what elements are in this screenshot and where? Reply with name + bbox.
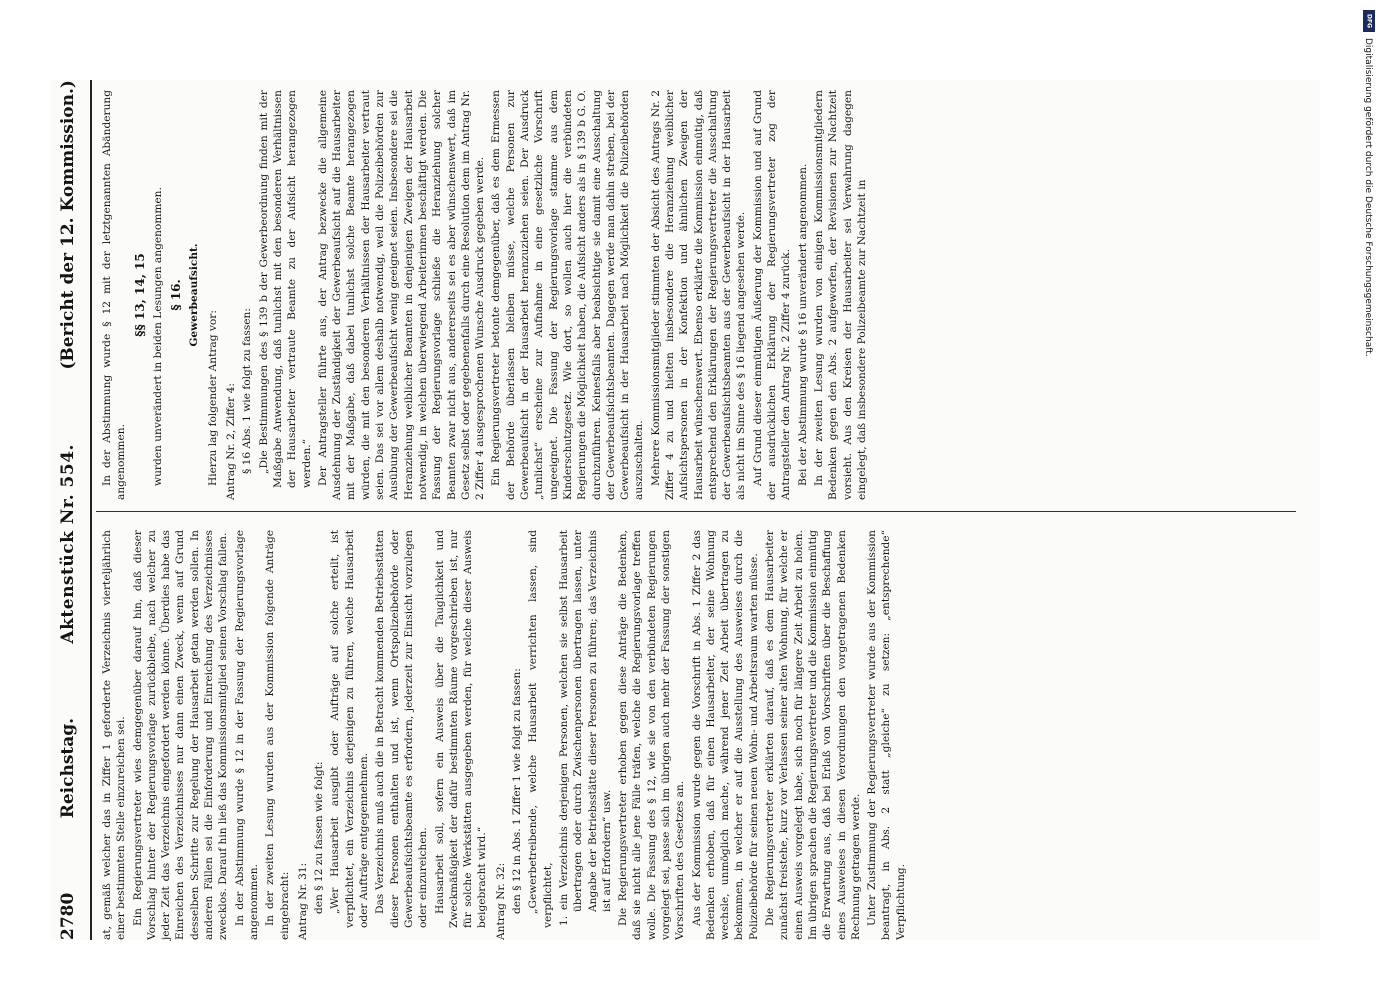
paragraph: „Gewerbetreibende, welche Hausarbeit verrichten lassen, sind verpflichtet, [527, 530, 554, 928]
paragraph: den § 12 zu fassen wie folgt: [313, 761, 326, 914]
paragraph: at, gemäß welcher das in Ziffer 1 geforderte Verzeichnis vierteljährlich einer bestimmten Stelle einzureichen sei. [101, 530, 128, 940]
paragraph: Aus der Kommission wurde gegen die Vorschrift in Abs. 1 Ziffer 2 das Bedenken erhoben, daß für einen Hausarbeiter, der seine Wohnung wechsle, unmöglich mache, während jener Zeit Arbeit übertragen zu bekommen, in welcher er auf die Ausstellung des Ausweises durch die Polizeibehörde für seinen neuen Wohn- und Arbeitsraum warten müsse. [690, 530, 760, 940]
paragraph: Der Antragsteller führte aus, der Antrag bezwecke die allgemeine Ausdehnung der Zuständigkeit der Gewerbeaufsicht auf die Hausarbeiter mit der Maßgabe, daß dabei tunlichst solche Beamte herangezogen würden, die mit den besonderen Verhältnissen der Hausarbeiter vertraut seien. Das sei vor allem deshalb notwendig, weil die Polizeibehörden zur Ausübung der Gewerbeaufsicht wenig geeignet seien. Insbesondere sei die Heranziehung weiblicher Beamten in denjenigen Zweigen der Hausarbeit notwendig, in welchen überwiegend Arbeiterinnen beschäftigt werden. Die Fassung der Regierungsvorlage schließe die Heranziehung solcher Beamten zwar nicht aus, andererseits sei es aber wünschenswert, daß im Gesetz selbst oder gegebenenfalls durch eine Resolution dem im Antrag Nr. 2 Ziffer 4 ausgesprochenen Wunsche Ausdruck gegeben werde. [316, 90, 487, 500]
paragraph: § 16 Abs. 1 wie folgt zu fassen: [241, 308, 254, 474]
paragraph: Ein Regierungsvertreter betonte demgegenüber, daß es dem Ermessen der Behörde überlassen bleiben müsse, welche Personen zur Gewerbeaufsicht in der Hausarbeit heranzuziehen seien. Der Ausdruck „tunlichst“ erscheine zur Aufnahme in eine gesetzliche Vorschrift ungeeignet. Die Fassung der Regierungsvorlage stamme aus dem Kinderschutzgesetz. Wie dort, so wollen auch hier die verbündeten Regierungen die Möglichkeit haben, die Aufsicht anders als in § 139 b G. O. durchzuführen. Keinesfalls aber beabsichtige sie damit eine Ausschaltung der Gewerbeaufsichtsbeamten. Dagegen werde man dahin streben, bei der Gewerbeaufsicht in der Hausarbeit nach Möglichkeit die Polizeibehörden auszuschalten. [490, 90, 646, 500]
paragraph: In der zweiten Lesung wurden aus der Kommission folgende Anträge eingebracht: [264, 530, 291, 940]
right-column [100, 90, 871, 500]
credit-text: Digitalisierung gefördert durch die Deutsche Forschungsgemeinschaft. [1363, 38, 1373, 357]
paragraph: Bei der Abstimmung wurde § 16 unverändert angenommen. [796, 163, 809, 486]
credit-text-wrapper [1360, 8, 1376, 618]
paragraph: den § 12 in Abs. 1 Ziffer 1 wie folgt zu fassen: [511, 668, 524, 914]
paragraph: Gewerbeaufsicht. [188, 243, 201, 347]
paragraph: In der zweiten Lesung wurden von einigen Kommissionsmitgliedern Bedenken gegen den Abs. 2 aufgeworfen, der Revisionen zur Nachtzeit vorsieht. Aus den Kreisen der Hausarbeiter sei Verwahrung dagegen eingelegt, daß insbesondere Polizeibeamte zur Nachtzeit in [812, 90, 868, 500]
paragraph: In der Abstimmung wurde § 12 in der Fassung der Regierungsvorlage angenommen. [233, 530, 260, 940]
paragraph: Hausarbeit soll, sofern ein Ausweis über die Tauglichkeit und Zweckmäßigkeit der dafür bestimmten Räume vorgeschrieben ist, nur für solche Werkstätten ausgegeben werden, für welche dieser Ausweis beigebracht wird.“ [433, 530, 489, 928]
header-document-number: Aktenstück Nr. 554. [58, 444, 78, 644]
header-left-title: Reichstag. [58, 717, 78, 819]
paragraph: Antrag Nr. 32: [494, 862, 507, 940]
paragraph: Ein Regierungsvertreter wies demgegenüber darauf hin, daß dieser Vorschlag hinter der Regierungsvorlage zurückbleibe, nach welcher zu jeder Zeit das Verzeichnis eingefordert werden könne. Überdies habe das Einreichen des Verzeichnisses nur dann einen Zweck, wenn auf Grund desselben Schritte zur Regelung der Hausarbeit getan werden sollen. In anderen Fällen sei die Einforderung und Einreichung des Verzeichnisses zwecklos. Darauf hin ließ das Kommissionsmitglied seinen Vorschlag fallen. [131, 530, 230, 940]
paragraph: Das Verzeichnis muß auch die in Betracht kommenden Betriebsstätten dieser Personen enthalten und ist, wenn Ortspolizeibehörde oder Gewerbeaufsichtsbeamte es erfordern, jederzeit zur Einsicht vorzulegen oder einzureichen. [374, 530, 430, 928]
paragraph: „Die Bestimmungen des § 139 b der Gewerbeordnung finden mit der Maßgabe Anwendung, daß tunlichst mit den besonderen Verhältnissen der Hausarbeiter vertraute Beamte zu der Aufsicht herangezogen werden.“ [257, 90, 313, 488]
paragraph: In der Abstimmung wurde § 12 mit der letztgenannten Abänderung angenommen. [101, 90, 128, 500]
paragraph: Antrag Nr. 2, Ziffer 4: [225, 383, 238, 500]
paragraph: Die Regierungsvertreter erklärten darauf, daß es dem Hausarbeiter zunächst freistehe, kurz vor Verlassen seiner alten Wohnung, für welche er einen Ausweis vorgelegt habe, sich noch für längere Zeit Arbeit zu holen. Im übrigen sprachen die Regierungsvertreter und die Kommission einmütig die Erwartung aus, daß bei Erlaß von Vorschriften über die Beschaffung eines Ausweises in diesen Verordnungen den vorgetragenen Bedenken Rechnung getragen werde. [764, 530, 862, 940]
column-divider [96, 511, 1296, 512]
left-column [100, 530, 910, 940]
paragraph: Auf Grund dieser einmütigen Äußerung der Kommission und auf Grund der ausdrücklichen Erklärung der Regierungsvertreter zog der Antragsteller den Antrag Nr. 2 Ziffer 4 zurück. [751, 90, 793, 500]
paragraph: 1. ein Verzeichnis derjenigen Personen, welchen sie selbst Hausarbeit übertragen oder durch Zwischenpersonen übertragen lassen, unter Angabe der Betriebsstätte dieser Personen zu führen; das Verzeichnis ist auf Erfordern“ usw. [557, 530, 613, 926]
paragraph: Mehrere Kommissionsmitglieder stimmten der Absicht des Antrags Nr. 2 Ziffer 4 zu und hielten insbesondere die Heranziehung weiblicher Aufsichtspersonen in der Konfektion und ähnlichen Zweigen der Hausarbeit wünschenswert. Ebenso erklärte die Kommission einmütig, daß entsprechend den Erklärungen der Regierungsvertreter die Ausschaltung der Gewerbeaufsichtsbeamten aus der Gewerbeaufsicht in der Hausarbeit als nicht im Sinne des § 16 liegend angesehen werde. [649, 90, 748, 500]
digitization-credit [1362, 8, 1378, 618]
printed-sheet [50, 80, 1320, 940]
paragraph: Die Regierungsvertreter erhoben gegen diese Anträge die Bedenken, daß sie nicht alle jene Fälle träfen, welche die Regierungsvorlage treffen wolle. Die Fassung des § 12, wie sie von den verbündeten Regierungen vorgelegt sei, passe sich im übrigen auch mehr der Fassung der sonstigen Vorschriften des Gesetzes an. [617, 530, 687, 940]
paragraph: Hierzu lag folgender Antrag vor: [206, 310, 219, 486]
paragraph: §§ 13, 14, 15 [132, 253, 147, 337]
paragraph: „Wer Hausarbeit ausgibt oder Aufträge auf solche erteilt, ist verpflichtet, ein Verzeichnis derjenigen zu führen, welche Hausarbeit oder Aufträge entgegennehmen. [329, 530, 371, 928]
dfg-logo: DFG [1363, 10, 1375, 32]
page-number: 2780 [58, 892, 78, 940]
paragraph: Unter Zustimmung der Regierungsvertreter wurde aus der Kommission beantragt, in Abs. 2 statt „gleiche“ zu setzen: „entsprechende“ Verpflichtung. [866, 530, 907, 940]
paragraph: Antrag Nr. 31: [296, 862, 309, 940]
header-rule [90, 80, 92, 940]
header-report-title: (Bericht der 12. Kommission.) [58, 80, 78, 370]
paragraph: wurden unverändert in beiden Lesungen angenommen. [151, 187, 164, 486]
paragraph: § 16. [169, 279, 184, 311]
page-header [58, 80, 86, 940]
